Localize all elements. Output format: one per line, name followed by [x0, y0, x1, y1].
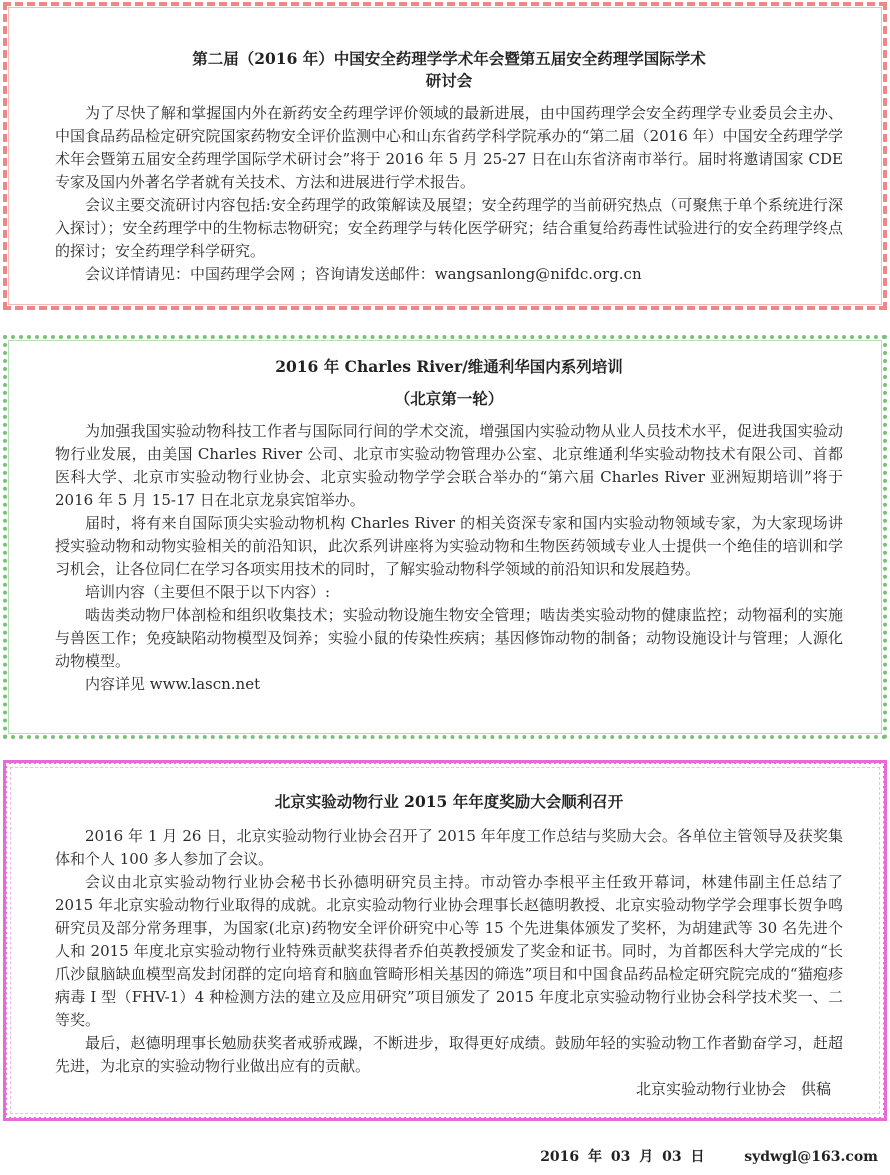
- training-notice-paragraph-1: 为加强我国实验动物科技工作者与国际同行间的学术交流，增强国内实验动物从业人员技术水平，促进我国实验动物行业发展，由美国 Charles River 公司、北京市实验动物管理办公室、北京维通利华实验动物技术有限公司、首都医科大学、北京市实验动物行业协会、北京实验动物学学会联合举办的“第六届 Charles River 亚洲短期培训”将于 2016 年 5 月 15-17 日在北京龙泉宾馆举办。: [55, 422, 843, 509]
- conference-notice-title-line1: 第二届（2016 年）中国安全药理学学术年会暨第五届安全药理学国际学术: [192, 49, 706, 68]
- award-news-paragraph-1: 2016 年 1 月 26 日，北京实验动物行业协会召开了 2015 年年度工作总结与奖励大会。各单位主管领导及获奖集体和个人 100 多人参加了会议。: [55, 827, 843, 868]
- training-notice-content: [55, 356, 843, 696]
- conference-notice-title-line2: 研讨会: [425, 71, 473, 90]
- conference-notice-content: [55, 48, 843, 286]
- conference-notice-paragraph-2: 会议主要交流研讨内容包括:安全药理学的政策解读及展望；安全药理学的当前研究热点（可聚焦于单个系统进行深入探讨）；安全药理学中的生物标志物研究；安全药理学与转化医学研究；结合重复给药毒性试验进行的安全药理学终点的探讨；安全药理学科学研究。: [55, 196, 843, 260]
- award-news-signature: 北京实验动物行业协会 供稿: [635, 1080, 831, 1098]
- award-news-paragraph-2: 会议由北京实验动物行业协会秘书长孙德明研究员主持。市动管办李根平主任致开幕词，林建伟副主任总结了 2015 年北京实验动物行业取得的成就。北京实验动物行业协会理事长赵德明教授、北京实验动物学学会理事长贺争鸣研究员及部分常务理事，为国家(北京)药物安全评价研究中心等 15 个先进集体颁发了奖杯，为胡建武等 30 名先进个人和 2015 年度北京实验动物行业特殊贡献奖获得者乔伯英教授颁发了奖金和证书。同时，为首都医科大学完成的“长爪沙鼠脑缺血模型高发封闭群的定向培育和脑血管畸形相关基因的筛选”项目和中国食品药品检定研究院完成的“猫疱疹病毒 I 型（FHV-1）4 种检测方法的建立及应用研究”项目颁发了 2015 年度北京实验动物行业协会科学技术奖一、二等奖。: [55, 873, 843, 1029]
- training-notice-title: 2016 年 Charles River/维通利华国内系列培训: [275, 357, 623, 376]
- conference-notice-paragraph-3: 会议详情请见：中国药理学会网 ；咨询请发送邮件：wangsanlong@nifdc.org.cn: [85, 265, 642, 283]
- training-notice-paragraph-5: 内容详见 www.lascn.net: [85, 675, 261, 693]
- training-notice-box: [3, 335, 887, 739]
- footer-email: sydwgl@163.com: [744, 1149, 878, 1165]
- footer-date: 2016 年 03 月 03 日: [540, 1149, 705, 1165]
- award-news-paragraph-3: 最后，赵德明理事长勉励获奖者戒骄戒躁，不断进步，取得更好成绩。鼓励年轻的实验动物工作者勤奋学习，赶超先进，为北京的实验动物行业做出应有的贡献。: [55, 1034, 843, 1075]
- award-news-content: [55, 791, 843, 1101]
- award-news-box: [3, 760, 887, 1121]
- conference-notice-paragraph-1: 为了尽快了解和掌握国内外在新药安全药理学评价领域的最新进展，由中国药理学会安全药理学专业委员会主办、中国食品药品检定研究院国家药物安全评价监测中心和山东省药学科学院承办的“第二届（2016 年）中国安全药理学学术年会暨第五届安全药理学国际学术研讨会”将于 2016 年 5 月 25-27 日在山东省济南市举行。届时将邀请国家 CDE 专家及国内外著名学者就有关技术、方法和进展进行学术报告。: [55, 104, 843, 191]
- page-footer: [0, 1146, 878, 1166]
- award-news-title: 北京实验动物行业 2015 年年度奖励大会顺利召开: [274, 792, 624, 811]
- conference-notice-box: [3, 2, 887, 310]
- training-notice-paragraph-2: 届时，将有来自国际顶尖实验动物机构 Charles River 的相关资深专家和国内实验动物领域专家，为大家现场讲授实验动物和动物实验相关的前沿知识，此次系列讲座将为实验动物和生物医药领域专业人士提供一个绝佳的培训和学习机会，让各位同仁在学习各项实用技术的同时，了解实验动物科学领域的前沿知识和发展趋势。: [55, 514, 843, 578]
- training-notice-subtitle: （北京第一轮）: [394, 389, 504, 408]
- training-notice-paragraph-4: 啮齿类动物尸体剖检和组织收集技术；实验动物设施生物安全管理；啮齿类实验动物的健康监控；动物福利的实施与兽医工作；免疫缺陷动物模型及饲养；实验小鼠的传染性疾病；基因修饰动物的制备；动物设施设计与管理；人源化动物模型。: [55, 606, 843, 670]
- training-notice-paragraph-3: 培训内容（主要但不限于以下内容）:: [85, 583, 331, 601]
